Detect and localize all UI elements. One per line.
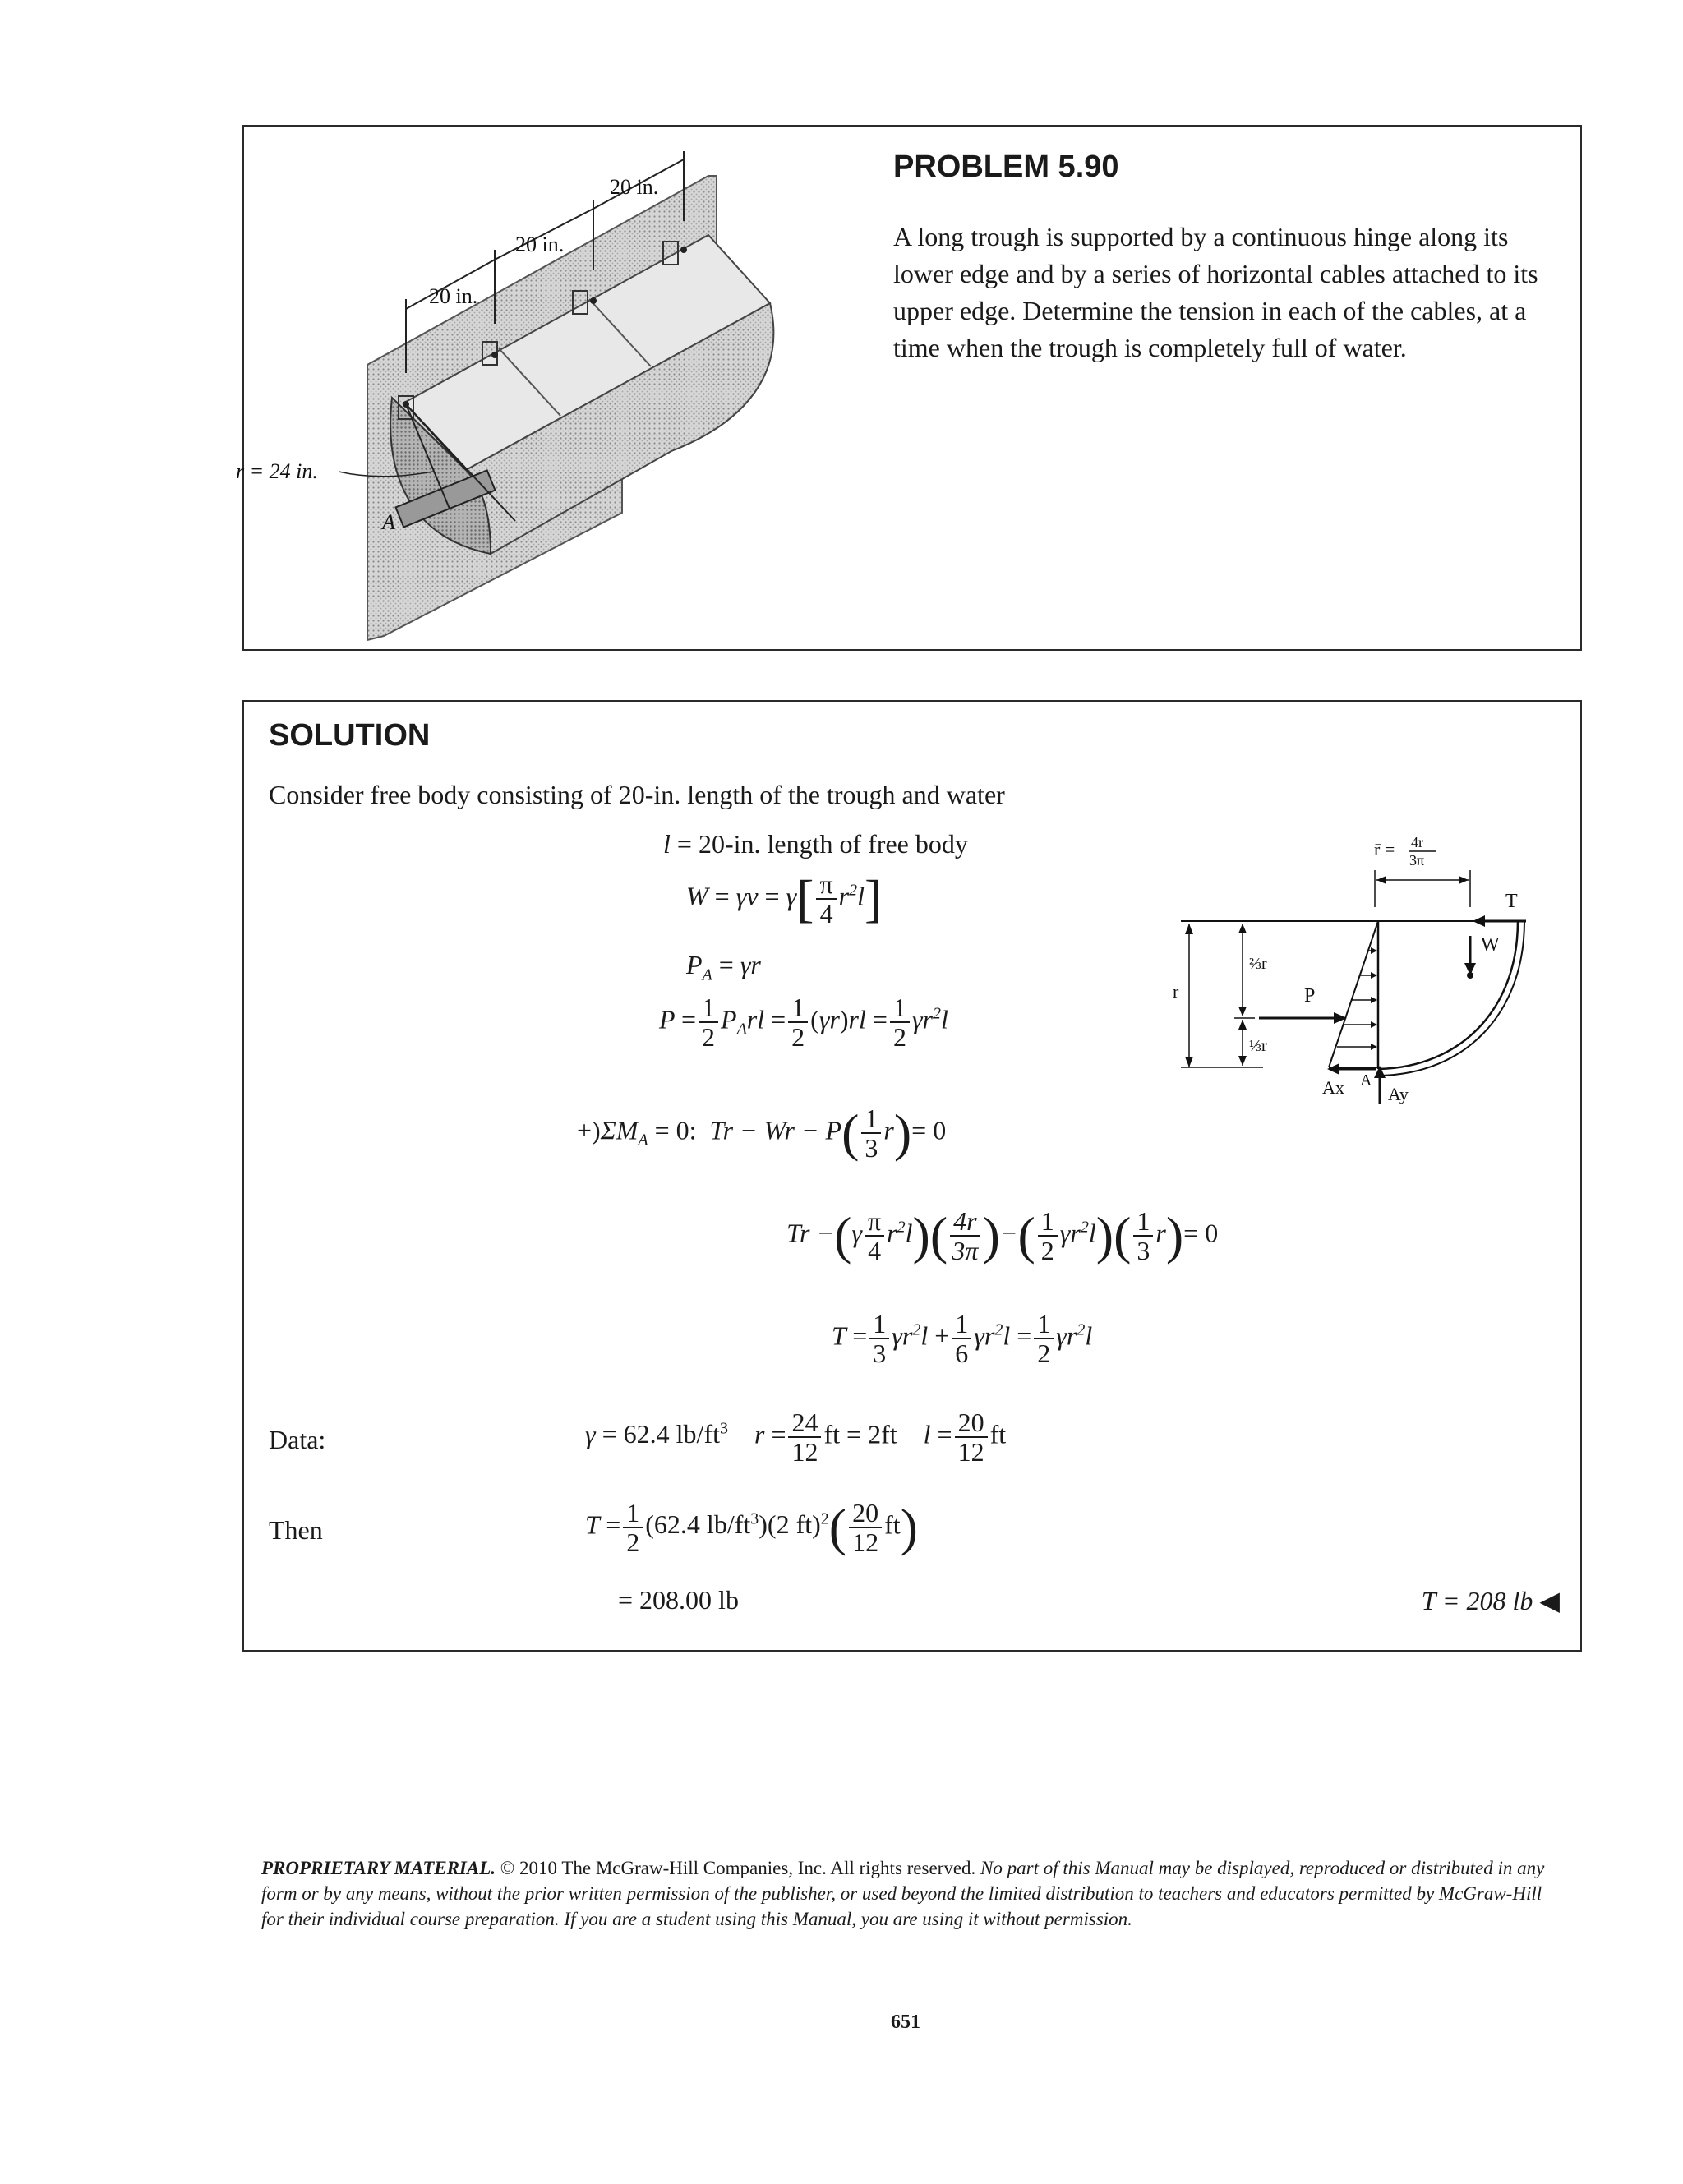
problem-title: PROBLEM 5.90: [893, 150, 1119, 184]
page-number: 651: [891, 2011, 920, 2033]
fbd-rbar-num: 4r: [1411, 834, 1423, 850]
footer-permission-notice: No part of this Manual may be displayed, reproduced or distributed in any form or by any means, without the prior written permission of the publisher, or used beyond the limited distribution to teachers and educators permitted by McGraw-Hill for their individual course preparation. If you are a student using this Manual, you are using it without permission.: [261, 1858, 1545, 1929]
eq-tension-numeric: T = $\frac{1}{2}$ (62.4 $lb/ft^3)(2$ ft)$^2$( $\frac{20}{12}$ ft): [585, 1498, 918, 1557]
eq-length: l = 20-in. length of free body: [663, 829, 968, 859]
eq-weight: W = γv = γ[ $\frac{\pi}{4}$ $r^2l$]: [686, 869, 883, 928]
solution-intro: Consider free body consisting of 20-in. length of the trough and water: [269, 780, 1005, 809]
fbd-ax-label: Ax: [1322, 1077, 1344, 1098]
dim-label-3: 20 in.: [610, 175, 659, 199]
free-body-diagram: [1164, 829, 1559, 1108]
fbd-force-p-label: P: [1304, 985, 1316, 1007]
trough-figure: [236, 127, 869, 649]
fbd-r-label: r: [1173, 981, 1179, 1002]
eq-moment: $+)\Sigma M_A = 0$: Tr − Wr − P( $\frac{1}{3}$ r)= 0: [577, 1104, 947, 1163]
result-line: = 208.00 lb: [618, 1585, 739, 1615]
fbd-one-third-r-label: ⅓r: [1249, 1037, 1267, 1055]
eq-length-text: = 20-in. length of free body: [676, 829, 968, 859]
eq-pressure: $P_A = \gamma r$: [686, 950, 761, 984]
answer-marker-icon: ◀: [1539, 1586, 1560, 1615]
final-answer-text: T = 208 lb: [1421, 1586, 1533, 1615]
fbd-tension-label: T: [1505, 891, 1518, 912]
data-label: Data:: [269, 1425, 326, 1454]
dim-label-1: 20 in.: [429, 284, 478, 308]
solution-box: [242, 700, 1582, 1652]
dim-label-2: 20 in.: [515, 233, 565, 256]
solution-title: SOLUTION: [269, 718, 431, 753]
eq-moment-expanded: Tr −(γ $\frac{\pi}{4}$ $r^2l$)( $\frac{4r}{3\pi}$ )−( $\frac{1}{2}$ $\gamma r^2l$)( $\frac{1}{3}$ r)= 0: [786, 1206, 1219, 1265]
then-label: Then: [269, 1515, 323, 1545]
radius-label: r = 24 in.: [236, 459, 318, 483]
footer-notice: [261, 1855, 1552, 1932]
footer-proprietary: PROPRIETARY MATERIAL.: [261, 1858, 496, 1878]
fbd-point-a-label: A: [1360, 1071, 1372, 1090]
eq-force-p: P = $\frac{1}{2}$ $P_Arl$ = $\frac{1}{2}$ (γr)rl = $\frac{1}{2}$ $\gamma r^2l$: [659, 993, 948, 1052]
fbd-weight-label: W: [1481, 934, 1500, 956]
problem-statement: A long trough is supported by a continuous hinge along its lower edge and by a series of horizontal cables attached to its upper edge. Determine the tension in each of the cables, at a time when the trough is completely full of water.: [893, 222, 1538, 362]
eq-data: γ = 62.4 $lb/ft^3$ r = $\frac{24}{12}$ ft = 2ft l = $\frac{20}{12}$ ft: [585, 1408, 1007, 1467]
footer-copyright: © 2010 The McGraw-Hill Companies, Inc. All rights reserved.: [496, 1858, 981, 1878]
fbd-rbar-den: 3π: [1409, 852, 1425, 869]
fbd-two-thirds-r-label: ⅔r: [1249, 955, 1267, 973]
problem-box: [236, 125, 1582, 651]
eq-tension-symbolic: T = $\frac{1}{3}$ $\gamma r^2l$ + $\frac{1}{6}$ $\gamma r^2l$ = $\frac{1}{2}$ $\gamma r^2l$: [832, 1309, 1093, 1368]
fbd-rbar-label: r̄ =: [1374, 839, 1395, 859]
fbd-ay-label: Ay: [1388, 1084, 1409, 1104]
hinge-point-label: A: [382, 510, 395, 534]
final-answer: [1422, 1585, 1560, 1616]
